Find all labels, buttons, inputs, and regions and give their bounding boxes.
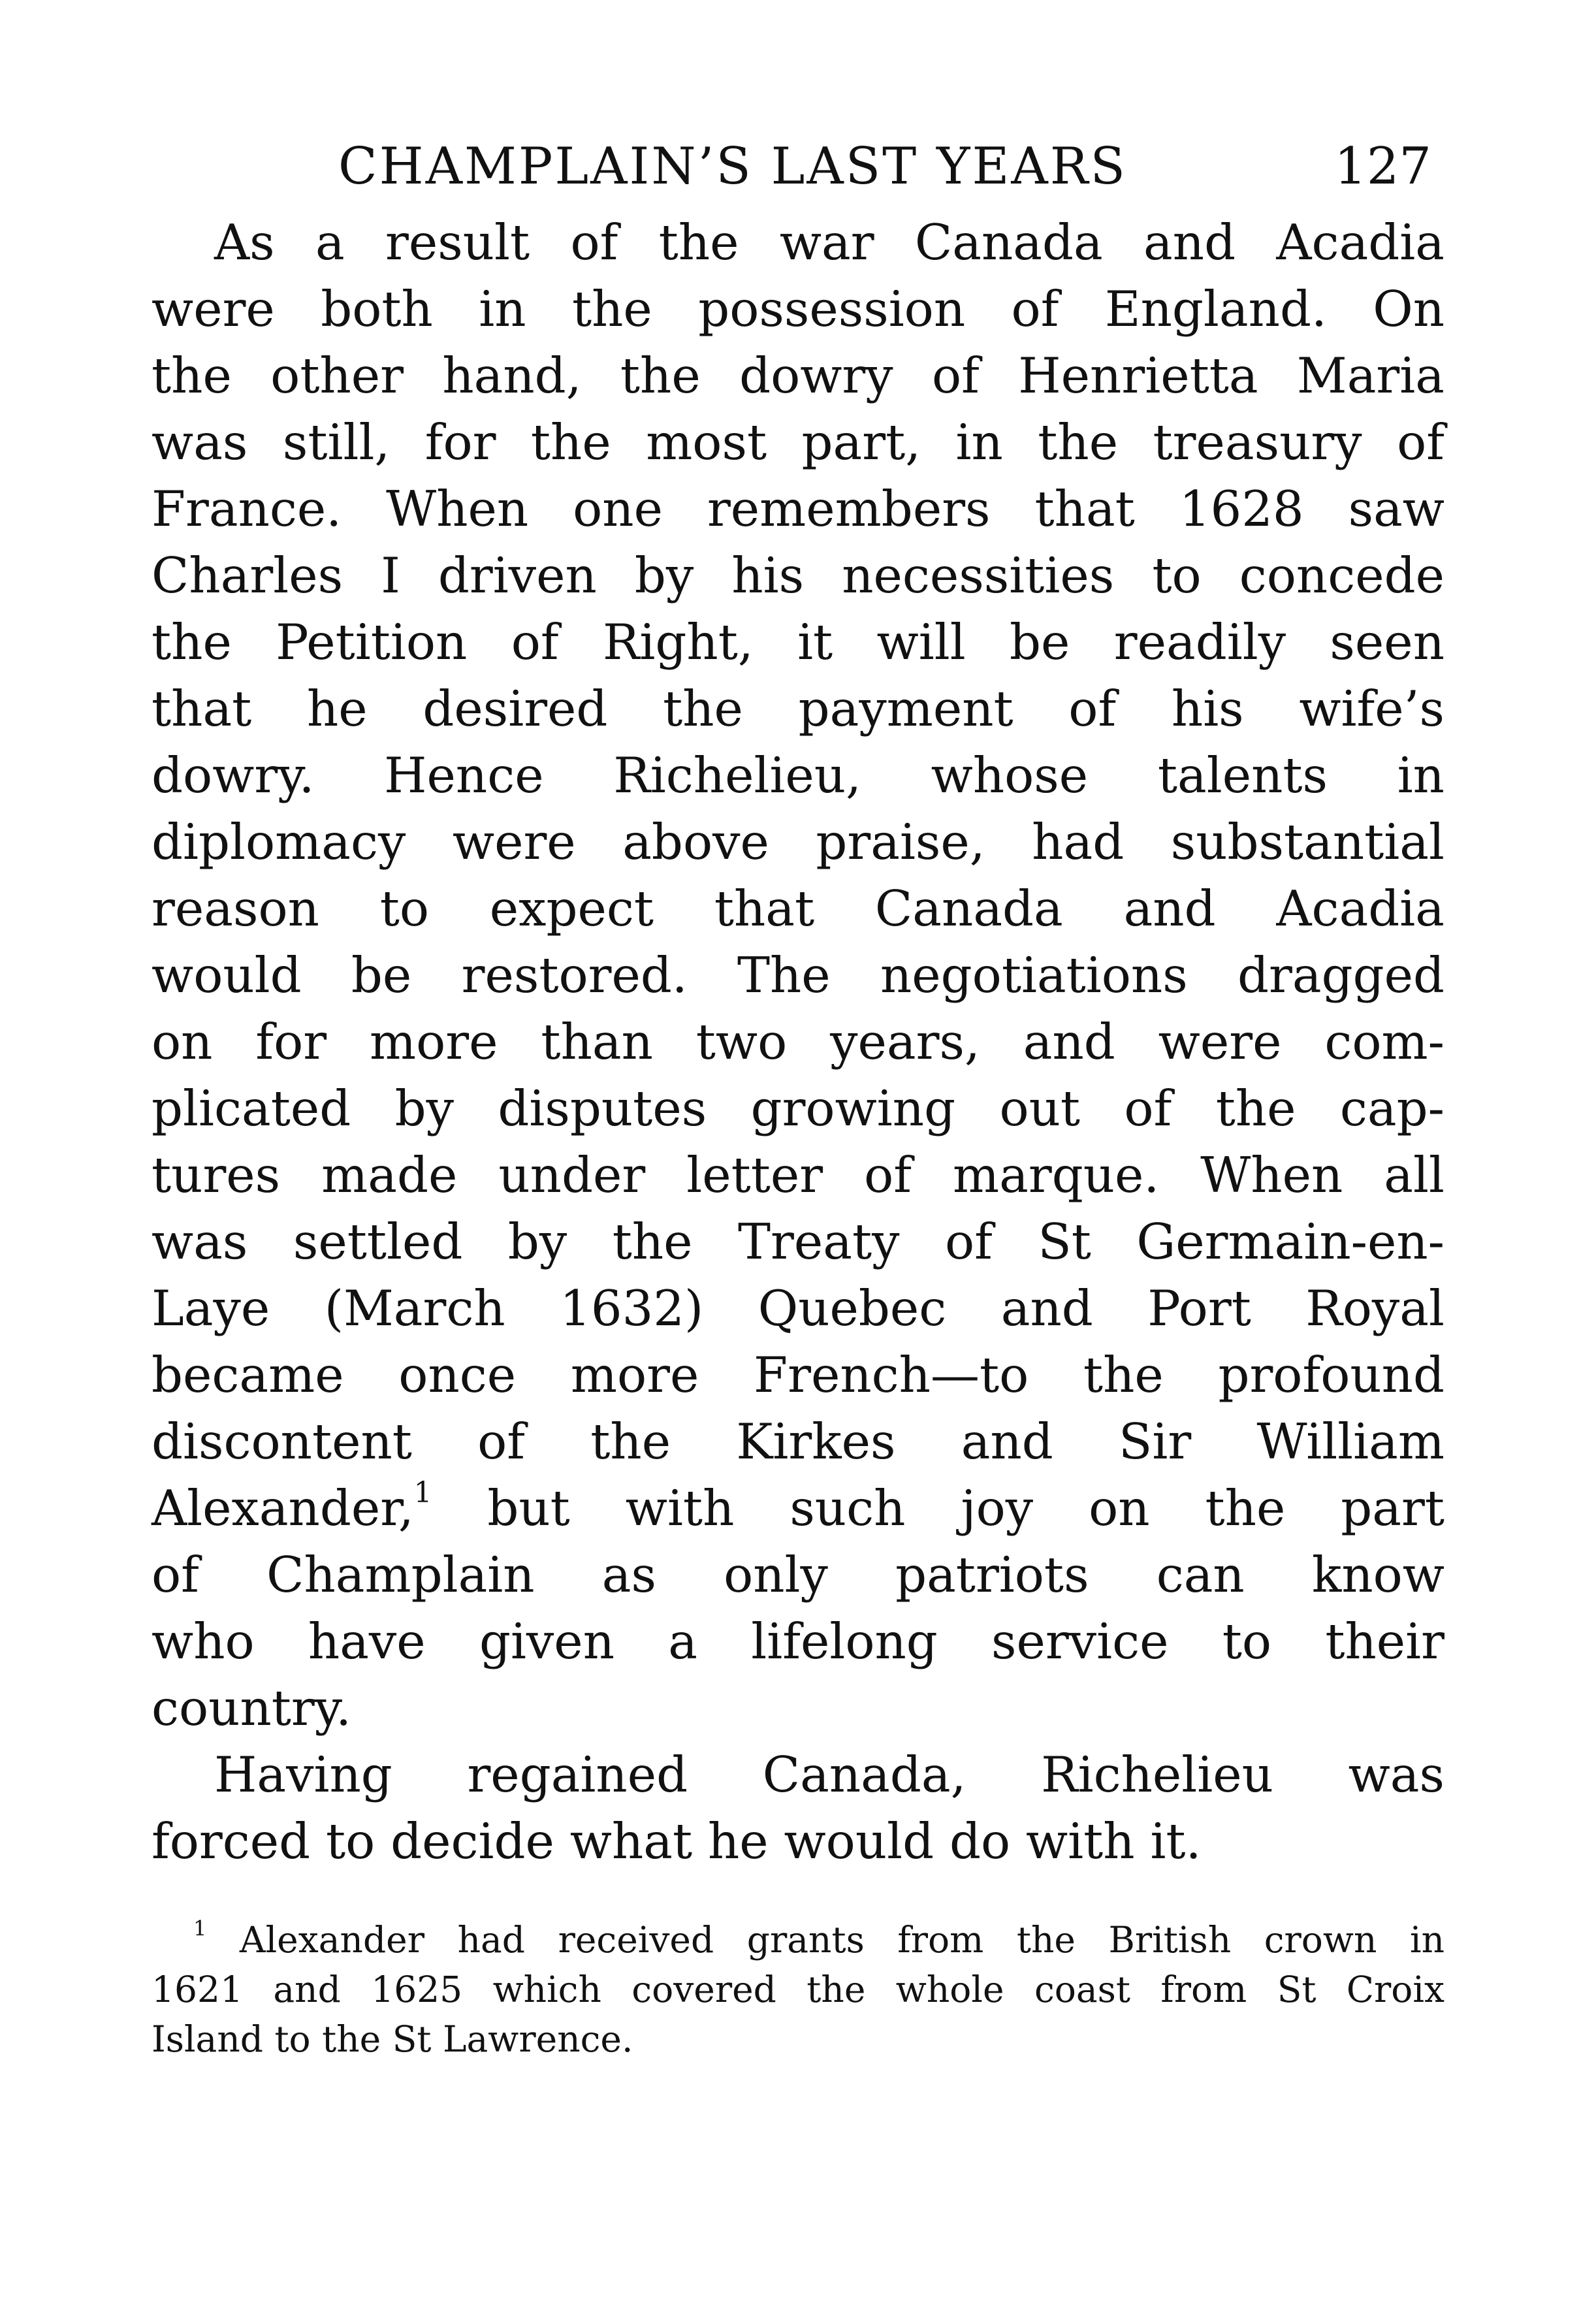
running-title: CHAMPLAIN’S LAST YEARS — [338, 137, 1127, 196]
footnote-line: 1621 and 1625 which covered the whole coast from St Croix — [152, 1969, 1444, 2010]
footnote-line: Island to the St Lawrence. — [152, 2018, 633, 2060]
text-line: who have given a lifelong service to their — [152, 1613, 1444, 1670]
book-page — [152, 137, 1444, 2064]
text-line: Charles I driven by his necessities to concede — [152, 547, 1444, 604]
text-line: reason to expect that Canada and Acadia — [152, 880, 1444, 937]
paragraph-1 — [152, 209, 1444, 1741]
text-fragment: Alexander, — [152, 1479, 414, 1537]
page-header — [152, 137, 1444, 202]
text-line: the Petition of Right, it will be readily seen — [152, 613, 1444, 671]
text-line: dowry. Hence Richelieu, whose talents in — [152, 747, 1444, 804]
text-line: plicated by disputes growing out of the cap- — [152, 1080, 1444, 1137]
text-line: Laye (March 1632) Quebec and Port Royal — [152, 1280, 1444, 1337]
text-line: were both in the possession of England. On — [152, 280, 1444, 338]
paragraph-2 — [152, 1741, 1444, 1875]
text-line: that he desired the payment of his wife’s — [152, 680, 1444, 737]
text-line: diplomacy were above praise, had substantial — [152, 813, 1444, 871]
text-fragment: but with such joy on the part — [432, 1479, 1444, 1537]
text-line: France. When one remembers that 1628 saw — [152, 480, 1444, 538]
footnote-text: Alexander had received grants from the British crown in — [239, 1919, 1445, 1961]
text-line: country. — [152, 1679, 352, 1737]
text-line: tures made under letter of marque. When all — [152, 1146, 1444, 1204]
text-line: the other hand, the dowry of Henrietta Maria — [152, 347, 1444, 404]
footnote-reference[interactable]: 1 — [413, 1477, 432, 1510]
text-line-with-footnote — [152, 1475, 1444, 1541]
text-line: Having regained Canada, Richelieu was — [214, 1746, 1444, 1803]
text-line: would be restored. The negotiations dragged — [152, 946, 1444, 1004]
text-line: on for more than two years, and were com- — [152, 1013, 1444, 1070]
text-line: was settled by the Treaty of St Germain-en- — [152, 1213, 1444, 1270]
footnote — [152, 1915, 1444, 2064]
footnote-marker: 1 — [193, 1916, 207, 1941]
page-number: 127 — [1334, 137, 1431, 196]
text-line: was still, for the most part, in the treasury of — [152, 413, 1444, 471]
text-line: As a result of the war Canada and Acadia — [214, 214, 1444, 271]
footnote-line — [152, 1915, 1444, 1965]
main-text — [152, 209, 1444, 1875]
text-line: of Champlain as only patriots can know — [152, 1546, 1444, 1603]
text-line: became once more French—to the profound — [152, 1346, 1444, 1404]
text-line: forced to decide what he would do with it. — [152, 1812, 1202, 1870]
text-line: discontent of the Kirkes and Sir William — [152, 1413, 1444, 1470]
